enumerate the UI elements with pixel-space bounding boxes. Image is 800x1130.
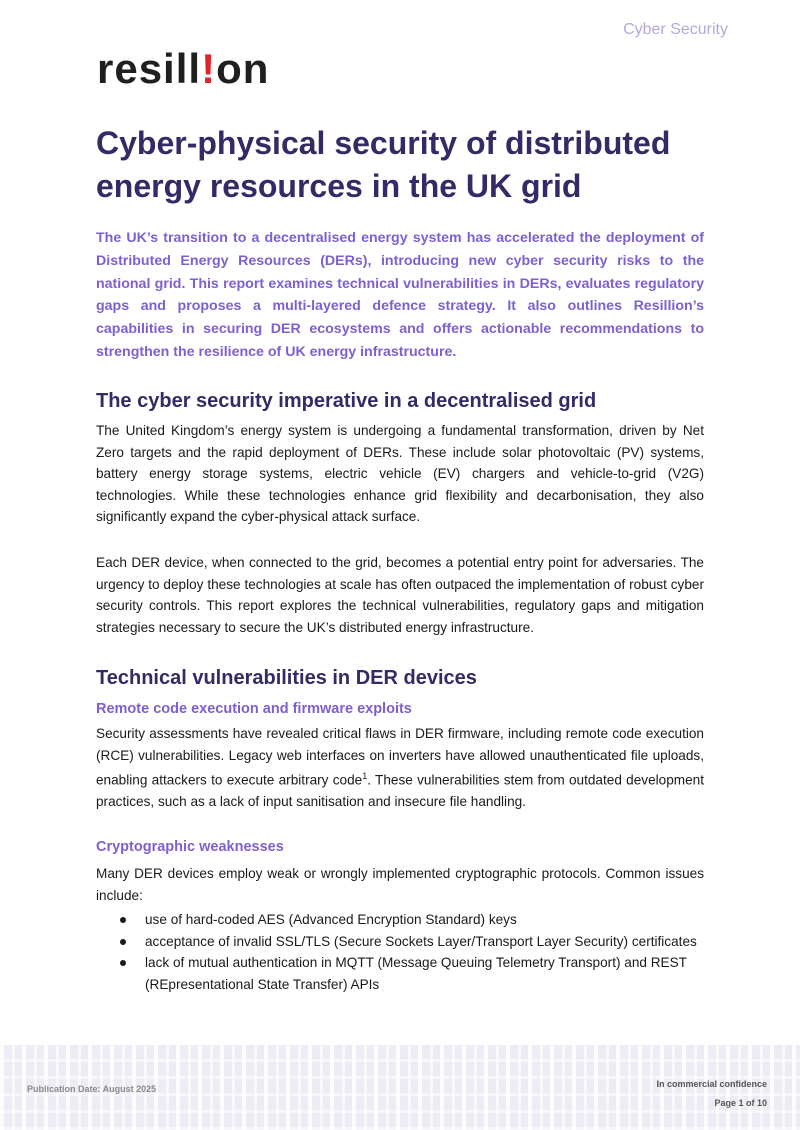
section-heading-imperative: The cyber security imperative in a decentralised grid <box>96 390 597 412</box>
logo-text-end: on <box>216 45 270 92</box>
logo-text-start: resill <box>97 45 202 92</box>
list-item: use of hard-coded AES (Advanced Encryption Standard) keys <box>96 909 704 931</box>
lead-summary: The UK’s transition to a decentralised energy system has accelerated the deployment of Distributed Energy Resources (DERs), introducing new cyber security risks to the national grid. This report examines technical vulnerabilities in DERs, evaluates regulatory gaps and proposes a multi-layered defence strategy. It also outlines Resillion’s capabilities in securing DER ecosystems and offers actionable recommendations to strengthen the resilience of UK energy infrastructure. <box>96 230 704 360</box>
resillion-logo <box>97 45 270 92</box>
paragraph-crypto-intro: Many DER devices employ weak or wrongly implemented cryptographic protocols. Common issues include: <box>96 866 704 903</box>
subheading-crypto: Cryptographic weaknesses <box>96 839 284 855</box>
paragraph-rce <box>96 723 704 813</box>
rce-text-end: . These vulnerabilities stem from outdated development practices, such as a lack of input sanitisation and insecure file handling. <box>96 772 704 810</box>
footer-confidentiality: In commercial confidence <box>656 1079 767 1089</box>
footnote-reference[interactable]: 1 <box>362 771 368 782</box>
list-item: lack of mutual authentication in MQTT (Message Queuing Telemetry Transport) and REST (REpresentational State Transfer) APIs <box>96 952 704 995</box>
header-section-tag: Cyber Security <box>623 21 728 38</box>
rce-text-start: Security assessments have revealed critical flaws in DER firmware, including remote code execution (RCE) vulnerabilities. Legacy web interfaces on inverters have allowed unauthenticated file uploads, enabling attackers to execute arbitrary code <box>96 726 704 788</box>
list-item: acceptance of invalid SSL/TLS (Secure Sockets Layer/Transport Layer Security) certificates <box>96 931 704 953</box>
paragraph-entry-points: Each DER device, when connected to the grid, becomes a potential entry point for adversaries. The urgency to deploy these technologies at scale has often outpaced the implementation of robust cyber security controls. This report explores the technical vulnerabilities, regulatory gaps and mitigation strategies necessary to secure the UK’s distributed energy infrastructure. <box>96 555 704 635</box>
bullet-icon <box>120 917 126 923</box>
footer-publication-date: Publication Date: August 2025 <box>27 1084 157 1094</box>
footer-page-number: Page 1 of 10 <box>714 1098 767 1108</box>
subheading-rce: Remote code execution and firmware exploits <box>96 701 412 717</box>
paragraph-transformation: The United Kingdom’s energy system is undergoing a fundamental transformation, driven by Net Zero targets and the rapid deployment of DERs. These include solar photovoltaic (PV) systems, battery energy storage systems, electric vehicle (EV) chargers and vehicle-to-grid (V2G) technologies. While these technologies enhance grid flexibility and decarbonisation, they also significantly expand the cyber-physical attack surface. <box>96 423 704 525</box>
crypto-issues-list <box>96 909 704 995</box>
section-heading-vulnerabilities: Technical vulnerabilities in DER devices <box>96 667 477 689</box>
bullet-icon <box>120 960 126 966</box>
document-title: Cyber-physical security of distributed energy resources in the UK grid <box>96 125 671 204</box>
bullet-icon <box>120 939 126 945</box>
logo-exclamation-mark: ! <box>201 45 217 92</box>
